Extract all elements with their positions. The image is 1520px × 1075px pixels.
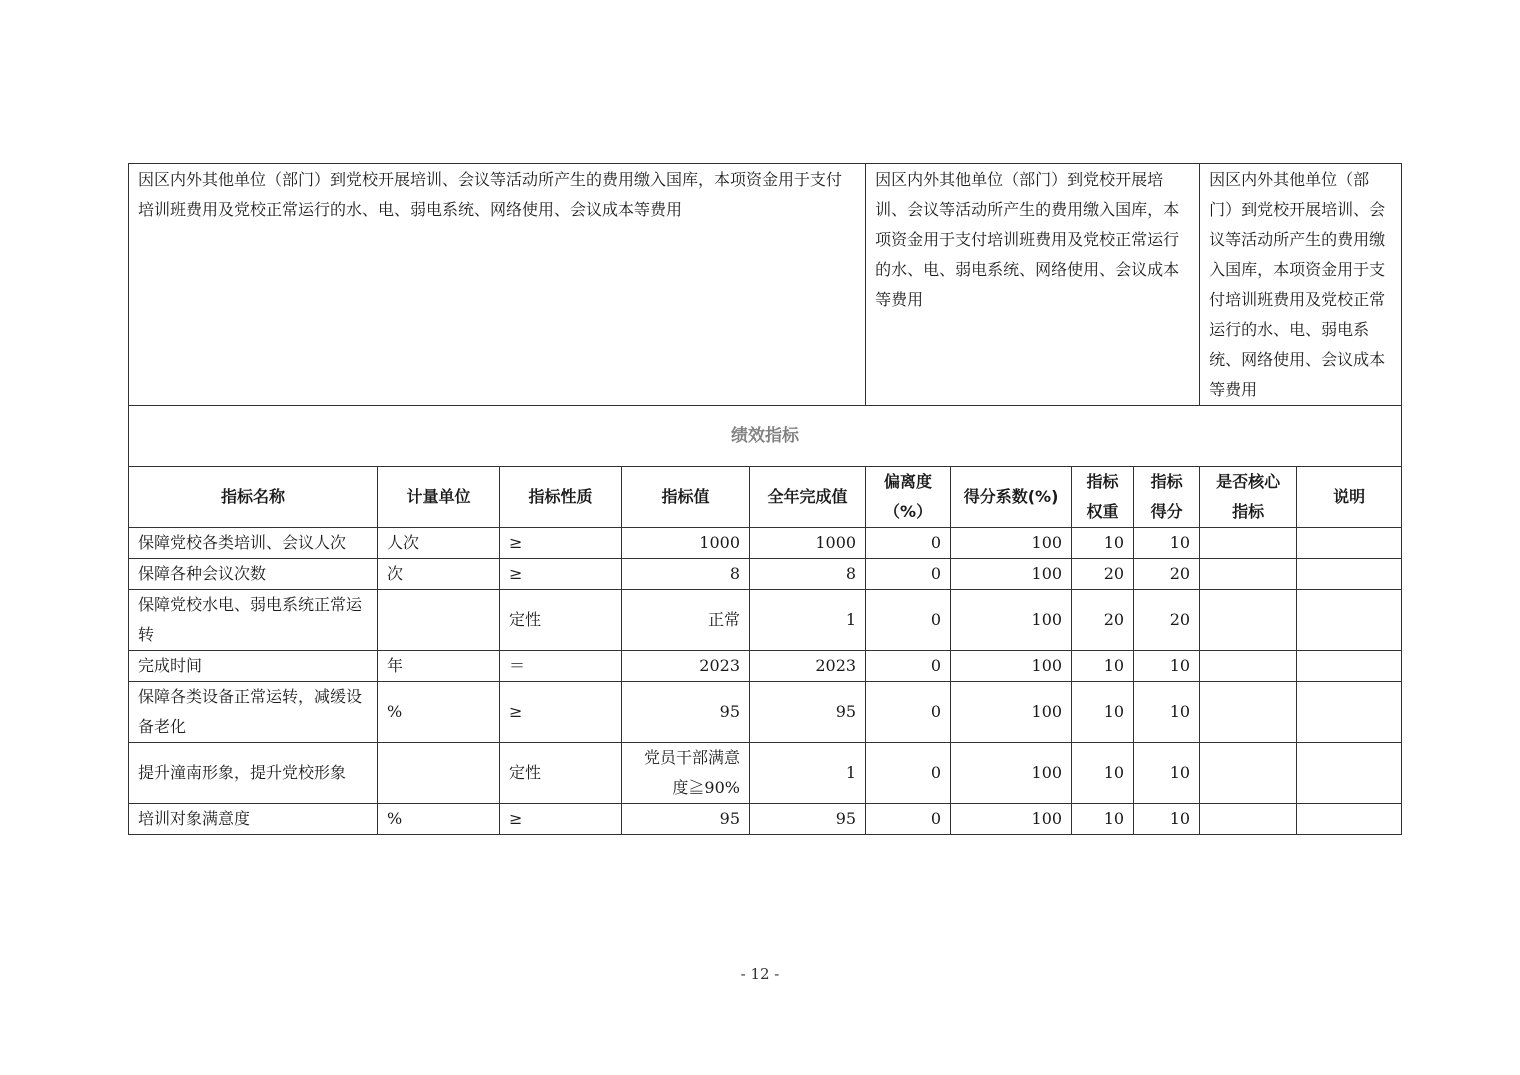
cell-completion: 1 [750, 743, 866, 804]
description-row [129, 164, 1402, 406]
table-row [129, 590, 1402, 651]
table-row [129, 651, 1402, 682]
cell-value: 正常 [622, 590, 750, 651]
cell-completion: 95 [750, 804, 866, 835]
table-row [129, 743, 1402, 804]
header-row [129, 467, 1402, 528]
cell-weight: 10 [1072, 743, 1134, 804]
cell-core [1200, 559, 1297, 590]
cell-name: 保障党校水电、弱电系统正常运转 [129, 590, 378, 651]
cell-name: 提升潼南形象，提升党校形象 [129, 743, 378, 804]
cell-name: 完成时间 [129, 651, 378, 682]
header-deviation-line2: （%） [884, 502, 933, 521]
header-name: 指标名称 [129, 467, 378, 528]
cell-weight: 10 [1072, 528, 1134, 559]
cell-weight: 20 [1072, 559, 1134, 590]
cell-completion: 1000 [750, 528, 866, 559]
cell-score: 10 [1134, 528, 1200, 559]
cell-value: 95 [622, 804, 750, 835]
header-nature: 指标性质 [500, 467, 622, 528]
cell-unit: 次 [378, 559, 500, 590]
cell-core [1200, 804, 1297, 835]
cell-core [1200, 682, 1297, 743]
cell-deviation: 0 [866, 743, 951, 804]
header-unit: 计量单位 [378, 467, 500, 528]
cell-weight: 10 [1072, 682, 1134, 743]
cell-weight: 10 [1072, 804, 1134, 835]
cell-unit: 人次 [378, 528, 500, 559]
cell-name: 保障各类设备正常运转，减缓设备老化 [129, 682, 378, 743]
description-cell-2: 因区内外其他单位（部门）到党校开展培训、会议等活动所产生的费用缴入国库，本项资金用于支付培训班费用及党校正常运行的水、电、弱电系统、网络使用、会议成本等费用 [866, 164, 1200, 406]
cell-nature: 定性 [500, 743, 622, 804]
description-cell-3: 因区内外其他单位（部门）到党校开展培训、会议等活动所产生的费用缴入国库，本项资金用于支付培训班费用及党校正常运行的水、电、弱电系统、网络使用、会议成本等费用 [1200, 164, 1402, 406]
cell-unit: 年 [378, 651, 500, 682]
cell-core [1200, 651, 1297, 682]
cell-name: 培训对象满意度 [129, 804, 378, 835]
page-number: - 12 - [740, 965, 780, 983]
cell-nature: 定性 [500, 590, 622, 651]
cell-score: 10 [1134, 804, 1200, 835]
cell-deviation: 0 [866, 682, 951, 743]
header-weight [1072, 467, 1134, 528]
header-note: 说明 [1297, 467, 1402, 528]
performance-table [128, 163, 1402, 835]
cell-deviation: 0 [866, 559, 951, 590]
cell-coef: 100 [951, 590, 1072, 651]
cell-nature: ≥ [500, 528, 622, 559]
cell-deviation: 0 [866, 804, 951, 835]
cell-completion: 1 [750, 590, 866, 651]
cell-deviation: 0 [866, 651, 951, 682]
cell-value: 8 [622, 559, 750, 590]
header-score-line1: 指标 [1150, 472, 1183, 491]
cell-coef: 100 [951, 528, 1072, 559]
cell-nature: ≥ [500, 804, 622, 835]
cell-completion: 95 [750, 682, 866, 743]
cell-nature: ＝ [500, 651, 622, 682]
cell-core [1200, 528, 1297, 559]
cell-nature: ≥ [500, 682, 622, 743]
cell-note [1297, 559, 1402, 590]
cell-value: 党员干部满意度≧90% [622, 743, 750, 804]
cell-deviation: 0 [866, 528, 951, 559]
header-value: 指标值 [622, 467, 750, 528]
header-weight-line1: 指标 [1086, 472, 1119, 491]
header-weight-line2: 权重 [1086, 502, 1119, 521]
cell-coef: 100 [951, 804, 1072, 835]
cell-core [1200, 590, 1297, 651]
header-core-line1: 是否核心 [1216, 472, 1281, 491]
table-row [129, 804, 1402, 835]
header-deviation [866, 467, 951, 528]
cell-note [1297, 590, 1402, 651]
cell-coef: 100 [951, 651, 1072, 682]
cell-weight: 20 [1072, 590, 1134, 651]
cell-value: 1000 [622, 528, 750, 559]
cell-unit: % [378, 682, 500, 743]
cell-name: 保障各种会议次数 [129, 559, 378, 590]
cell-coef: 100 [951, 559, 1072, 590]
cell-note [1297, 528, 1402, 559]
section-title-row [129, 406, 1402, 467]
cell-score: 10 [1134, 743, 1200, 804]
header-deviation-line1: 偏离度 [884, 472, 933, 491]
cell-score: 10 [1134, 682, 1200, 743]
cell-core [1200, 743, 1297, 804]
header-score-line2: 得分 [1150, 502, 1183, 521]
header-score [1134, 467, 1200, 528]
cell-note [1297, 804, 1402, 835]
cell-nature: ≥ [500, 559, 622, 590]
section-title: 绩效指标 [129, 406, 1402, 467]
header-coef: 得分系数(%) [951, 467, 1072, 528]
header-completion: 全年完成值 [750, 467, 866, 528]
cell-note [1297, 651, 1402, 682]
table-row [129, 528, 1402, 559]
cell-coef: 100 [951, 682, 1072, 743]
cell-deviation: 0 [866, 590, 951, 651]
cell-score: 10 [1134, 651, 1200, 682]
cell-value: 2023 [622, 651, 750, 682]
cell-note [1297, 682, 1402, 743]
cell-value: 95 [622, 682, 750, 743]
cell-unit [378, 743, 500, 804]
cell-score: 20 [1134, 590, 1200, 651]
cell-weight: 10 [1072, 651, 1134, 682]
cell-coef: 100 [951, 743, 1072, 804]
header-core [1200, 467, 1297, 528]
cell-note [1297, 743, 1402, 804]
cell-completion: 2023 [750, 651, 866, 682]
cell-unit: % [378, 804, 500, 835]
cell-completion: 8 [750, 559, 866, 590]
table-row [129, 682, 1402, 743]
cell-name: 保障党校各类培训、会议人次 [129, 528, 378, 559]
cell-unit [378, 590, 500, 651]
header-core-line2: 指标 [1232, 502, 1265, 521]
table-row [129, 559, 1402, 590]
cell-score: 20 [1134, 559, 1200, 590]
description-cell-1: 因区内外其他单位（部门）到党校开展培训、会议等活动所产生的费用缴入国库，本项资金用于支付培训班费用及党校正常运行的水、电、弱电系统、网络使用、会议成本等费用 [129, 164, 866, 406]
